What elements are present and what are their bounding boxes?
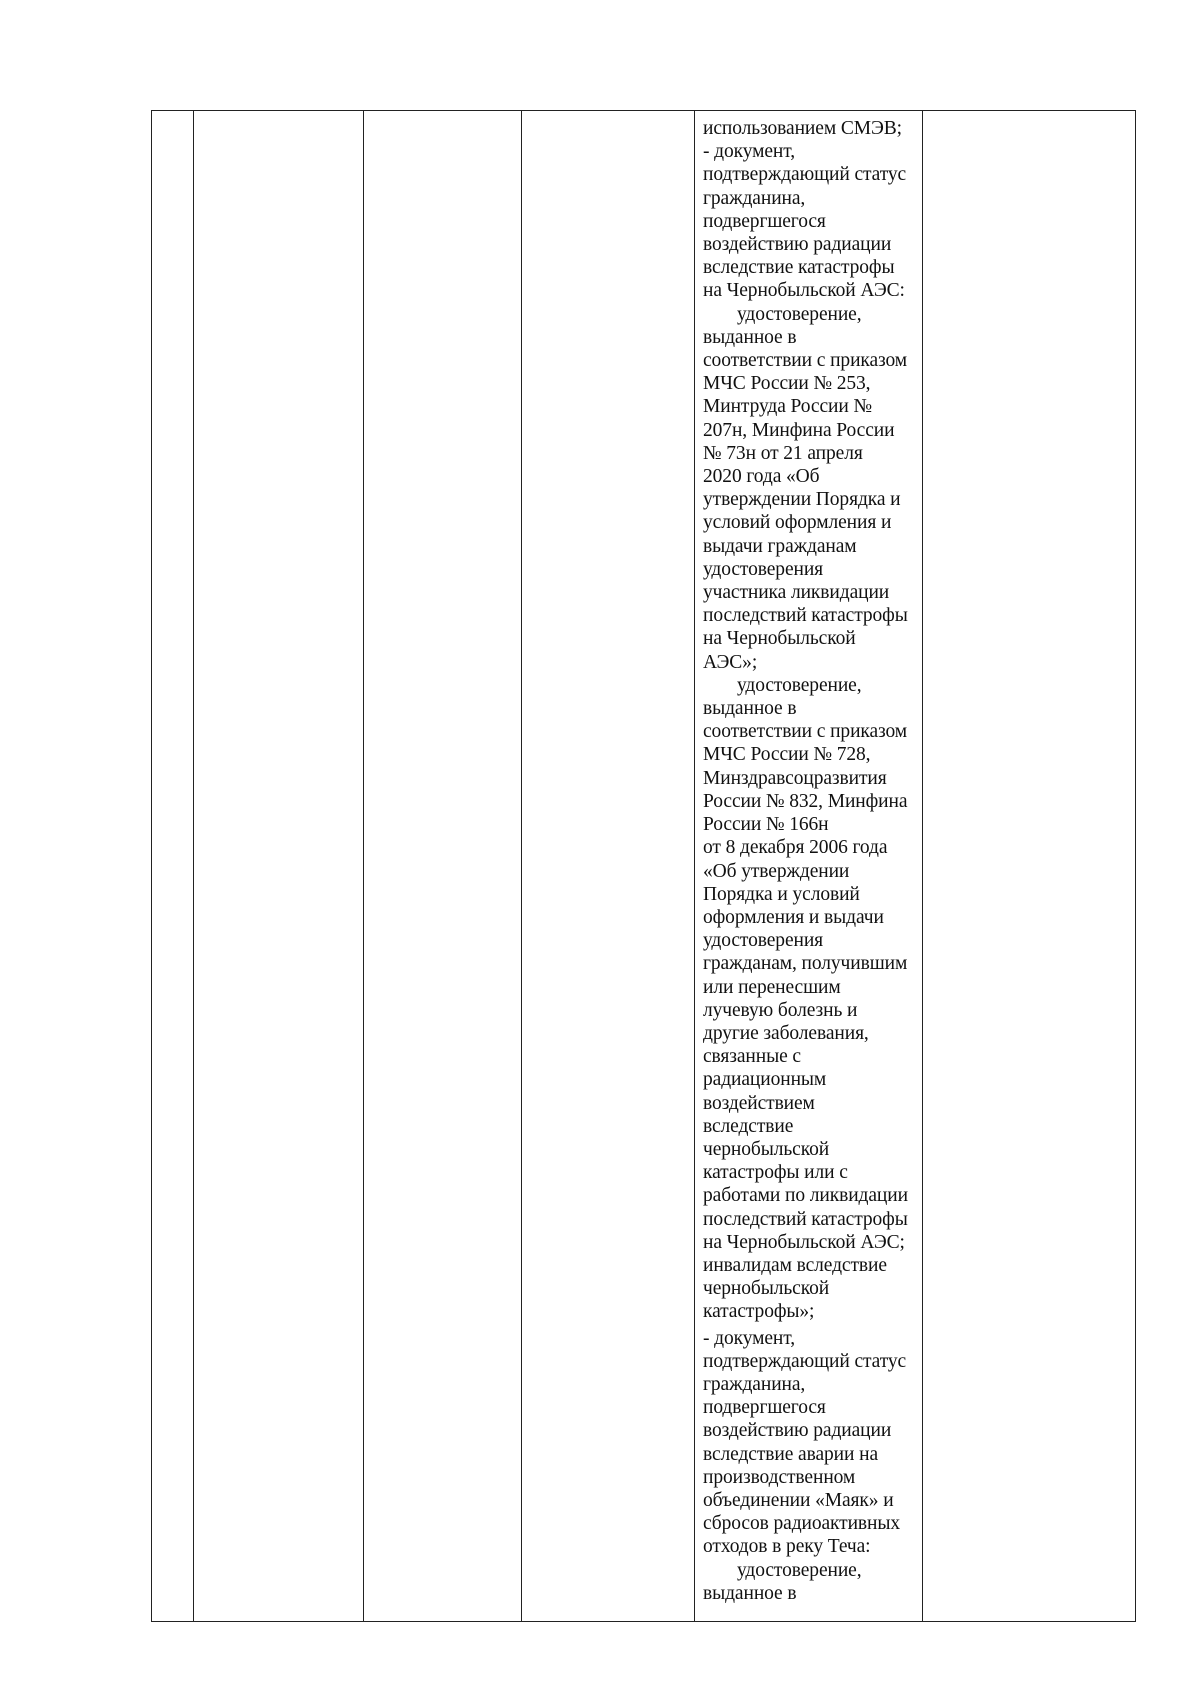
- cell-text-line: условий оформления и: [703, 512, 892, 534]
- cell-text-line: работами по ликвидации: [703, 1185, 908, 1207]
- cell-text-line: подвергшегося: [703, 210, 826, 232]
- cell-text-line: радиационным: [703, 1069, 827, 1091]
- cell-text-line: от 8 декабря 2006 года: [703, 837, 888, 859]
- table-column-divider: [521, 111, 522, 1621]
- cell-text-line: оформления и выдачи: [703, 906, 884, 928]
- cell-text-line: удостоверения: [703, 930, 824, 952]
- table-column-divider: [363, 111, 364, 1621]
- cell-text-line: удостоверение,: [737, 1559, 862, 1581]
- cell-text-line: «Об утверждении: [703, 860, 850, 882]
- cell-text-line: на Чернобыльской: [703, 628, 856, 650]
- cell-text-line: отходов в реку Теча:: [703, 1536, 871, 1558]
- cell-text-line: утверждении Порядка и: [703, 489, 901, 511]
- cell-text-line: гражданина,: [703, 1373, 806, 1395]
- cell-text-line: чернобыльской: [703, 1278, 830, 1300]
- cell-text-line: гражданина,: [703, 187, 806, 209]
- cell-text-line: МЧС России № 728,: [703, 744, 871, 766]
- cell-text-line: участника ликвидации: [703, 582, 890, 604]
- cell-text-line: производственном: [703, 1466, 856, 1488]
- cell-text-line: воздействию радиации: [703, 1420, 892, 1442]
- cell-text-line: - документ,: [703, 1327, 795, 1349]
- cell-text-line: России № 166н: [703, 814, 829, 836]
- cell-text-line: подвергшегося: [703, 1397, 826, 1419]
- cell-text-line: связанные с: [703, 1046, 801, 1068]
- cell-text-line: выданное в: [703, 698, 797, 720]
- table-column-divider: [694, 111, 695, 1621]
- cell-text-line: инвалидам вследствие: [703, 1254, 887, 1276]
- cell-text-line: соответствии с приказом: [703, 350, 908, 372]
- cell-text-line: на Чернобыльской АЭС:: [703, 280, 905, 302]
- cell-text-line: объединении «Маяк» и: [703, 1489, 894, 1511]
- cell-text-line: подтверждающий статус: [703, 164, 907, 186]
- cell-text-line: катастрофы или с: [703, 1162, 848, 1184]
- cell-text-line: вследствие: [703, 1115, 794, 1137]
- cell-text-line: МЧС России № 253,: [703, 373, 871, 395]
- cell-text-line: АЭС»;: [703, 651, 758, 673]
- cell-text-line: удостоверение,: [737, 674, 862, 696]
- cell-text-line: или перенесшим: [703, 976, 841, 998]
- cell-text-line: лучевую болезнь и: [703, 999, 858, 1021]
- cell-text-line: России № 832, Минфина: [703, 790, 908, 812]
- cell-text-line: выдачи гражданам: [703, 535, 857, 557]
- cell-text-line: последствий катастрофы: [703, 1208, 908, 1230]
- cell-text-line: удостоверение,: [737, 303, 862, 325]
- cell-text-line: сбросов радиоактивных: [703, 1513, 901, 1535]
- cell-text-line: другие заболевания,: [703, 1022, 869, 1044]
- cell-text-line: подтверждающий статус: [703, 1350, 907, 1372]
- cell-text-line: 207н, Минфина России: [703, 419, 895, 441]
- cell-text-line: вследствие аварии на: [703, 1443, 878, 1465]
- cell-text-line: № 73н от 21 апреля: [703, 442, 863, 464]
- cell-text-line: Порядка и условий: [703, 883, 860, 905]
- table-column-divider: [922, 111, 923, 1621]
- cell-text-line: выданное в: [703, 1582, 797, 1604]
- cell-text-line: последствий катастрофы: [703, 605, 908, 627]
- cell-text-line: 2020 года «Об: [703, 466, 820, 488]
- cell-text-line: гражданам, получившим: [703, 953, 908, 975]
- cell-text-line: использованием СМЭВ;: [703, 118, 902, 139]
- cell-text-line: - документ,: [703, 141, 795, 163]
- cell-text-line: чернобыльской: [703, 1138, 830, 1160]
- document-table: [151, 110, 1136, 1622]
- cell-text-line: соответствии с приказом: [703, 721, 908, 743]
- cell-text-line: воздействию радиации: [703, 234, 892, 256]
- cell-text-line: вследствие катастрофы: [703, 257, 895, 279]
- cell-text-line: на Чернобыльской АЭС;: [703, 1231, 905, 1253]
- cell-text-line: удостоверения: [703, 558, 824, 580]
- cell-text-line: выданное в: [703, 326, 797, 348]
- cell-text-line: Минздравсоцразвития: [703, 767, 887, 789]
- documents-cell-text: [703, 117, 921, 1605]
- table-column-divider: [193, 111, 194, 1621]
- cell-text-line: Минтруда России №: [703, 396, 872, 418]
- cell-text-line: катастрофы»;: [703, 1301, 815, 1323]
- cell-text-line: воздействием: [703, 1092, 815, 1114]
